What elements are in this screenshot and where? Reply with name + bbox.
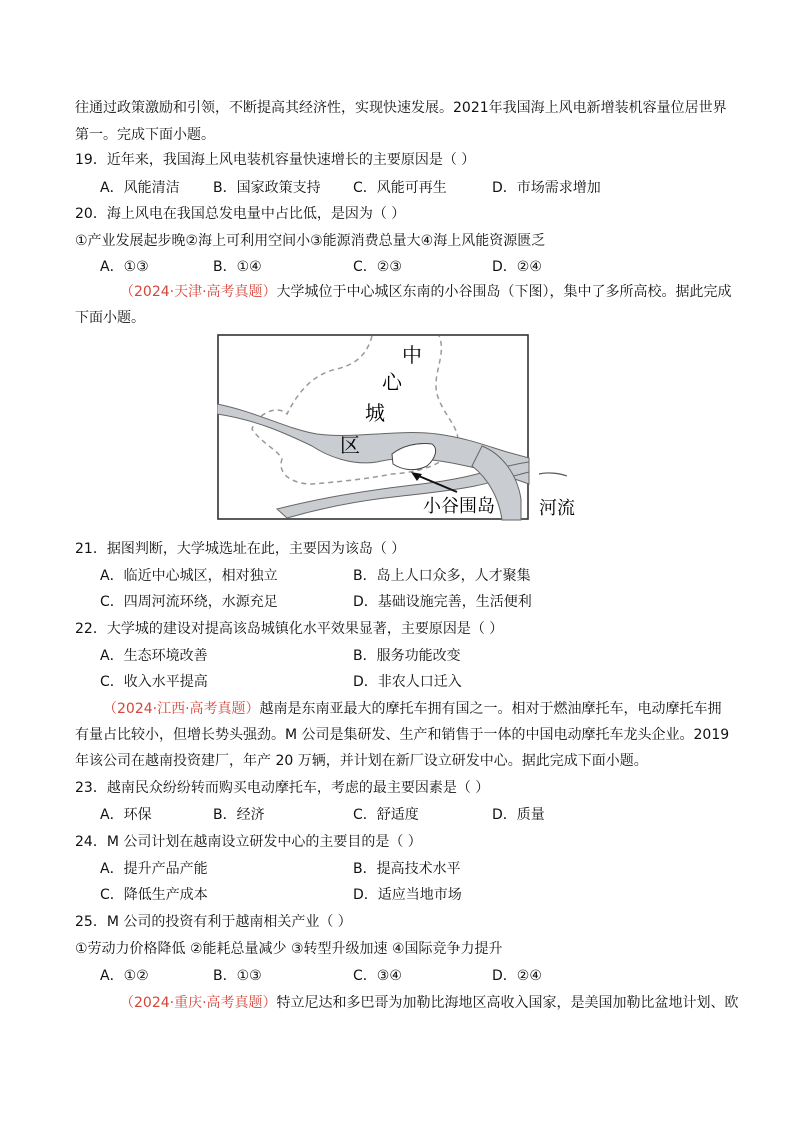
- intro-line-2: 第一。完成下面小题。: [75, 127, 215, 143]
- river-label: 河流: [539, 498, 575, 519]
- q19-option-d: D．市场需求增加: [492, 180, 601, 196]
- q24-option-a: A．提升产品产能: [100, 861, 208, 877]
- passage-3-line-2: 有量占比较小，但增长势头强劲。M 公司是集研发、生产和销售于一体的中国电动摩托车龙头企业。2019: [75, 727, 730, 743]
- q21-option-c: C．四周河流环绕，水源充足: [100, 594, 278, 610]
- passage-3-text: 越南是东南亚最大的摩托车拥有国之一。相对于燃油摩托车，电动摩托车拥: [259, 701, 722, 717]
- source-tag: （2024·天津·高考真题）: [120, 284, 277, 300]
- question-20-stem: 20．海上风电在我国总发电量中占比低，是因为（ ）: [75, 206, 406, 222]
- island-label: 小谷围岛: [423, 496, 495, 517]
- question-25-items: ①劳动力价格降低 ②能耗总量减少 ③转型升级加速 ④国际竞争力提升: [75, 941, 503, 957]
- q24-option-d: D．适应当地市场: [353, 887, 462, 903]
- question-21-stem: 21．据图判断，大学城选址在此，主要因为该岛（ ）: [75, 541, 406, 557]
- q19-option-c: C．风能可再生: [353, 180, 447, 196]
- q19-option-a: A．风能清洁: [100, 180, 180, 196]
- q25-option-c: C．③④: [353, 968, 402, 984]
- question-24-stem: 24．M 公司计划在越南设立研发中心的主要目的是（ ）: [75, 834, 422, 850]
- q24-option-c: C．降低生产成本: [100, 887, 208, 903]
- passage-2-line-1: [120, 282, 732, 302]
- question-19-stem: 19．近年来，我国海上风电装机容量快速增长的主要原因是（ ）: [75, 152, 476, 168]
- question-25-stem: 25．M 公司的投资有利于越南相关产业（ ）: [75, 914, 352, 930]
- q20-option-c: C．②③: [353, 259, 402, 275]
- q22-option-b: B．服务功能改变: [353, 648, 461, 664]
- q21-option-d: D．基础设施完善，生活便利: [353, 594, 532, 610]
- q23-option-a: A．环保: [100, 807, 152, 823]
- q21-option-a: A．临近中心城区，相对独立: [100, 568, 278, 584]
- q22-option-a: A．生态环境改善: [100, 648, 208, 664]
- q25-option-d: D．②④: [492, 968, 542, 984]
- q20-option-d: D．②④: [492, 259, 542, 275]
- source-tag: （2024·重庆·高考真题）: [120, 995, 277, 1011]
- passage-3-line-1: [103, 699, 722, 719]
- q25-option-a: A．①②: [100, 968, 149, 984]
- map-label-xin: 心: [382, 370, 402, 394]
- q25-option-b: B．①③: [213, 968, 262, 984]
- q20-option-b: B．①④: [213, 259, 262, 275]
- q19-option-b: B．国家政策支持: [213, 180, 321, 196]
- intro-line-1: 往通过政策激励和引领，不断提高其经济性，实现快速发展。2021年我国海上风电新增装机容量位居世界: [75, 100, 727, 116]
- q23-option-d: D．质量: [492, 807, 545, 823]
- passage-2-text: 大学城位于中心城区东南的小谷围岛（下图），集中了多所高校。据此完成: [276, 284, 732, 300]
- passage-4-text: 特立尼达和多巴哥为加勒比海地区高收入国家，是美国加勒比盆地计划、欧: [276, 995, 739, 1011]
- question-22-stem: 22．大学城的建设对提高该岛城镇化水平效果显著，主要原因是（ ）: [75, 621, 504, 637]
- q23-option-c: C．舒适度: [353, 807, 419, 823]
- outside-river-stroke: [539, 473, 567, 476]
- passage-4-line-1: [120, 993, 739, 1013]
- question-23-stem: 23．越南民众纷纷转而购买电动摩托车，考虑的最主要因素是（ ）: [75, 780, 490, 796]
- question-20-items: ①产业发展起步晚②海上可利用空间小③能源消费总量大④海上风能资源匮乏: [75, 233, 546, 249]
- passage-3-line-3: 年该公司在越南投资建厂，年产 20 万辆，并计划在新厂设立研发中心。据此完成下面小题。: [75, 753, 648, 769]
- q22-option-c: C．收入水平提高: [100, 674, 208, 690]
- passage-2-line-2: 下面小题。: [75, 310, 145, 326]
- q24-option-b: B．提高技术水平: [353, 861, 461, 877]
- map-label-qu: 区: [340, 433, 360, 457]
- q21-option-b: B．岛上人口众多，人才聚集: [353, 568, 531, 584]
- university-town-map: [217, 334, 589, 526]
- q22-option-d: D．非农人口迁入: [353, 674, 462, 690]
- q23-option-b: B．经济: [213, 807, 265, 823]
- map-label-cheng: 城: [365, 401, 385, 425]
- source-tag: （2024·江西·高考真题）: [103, 701, 260, 717]
- map-label-zhong: 中: [402, 343, 422, 367]
- q20-option-a: A．①③: [100, 259, 149, 275]
